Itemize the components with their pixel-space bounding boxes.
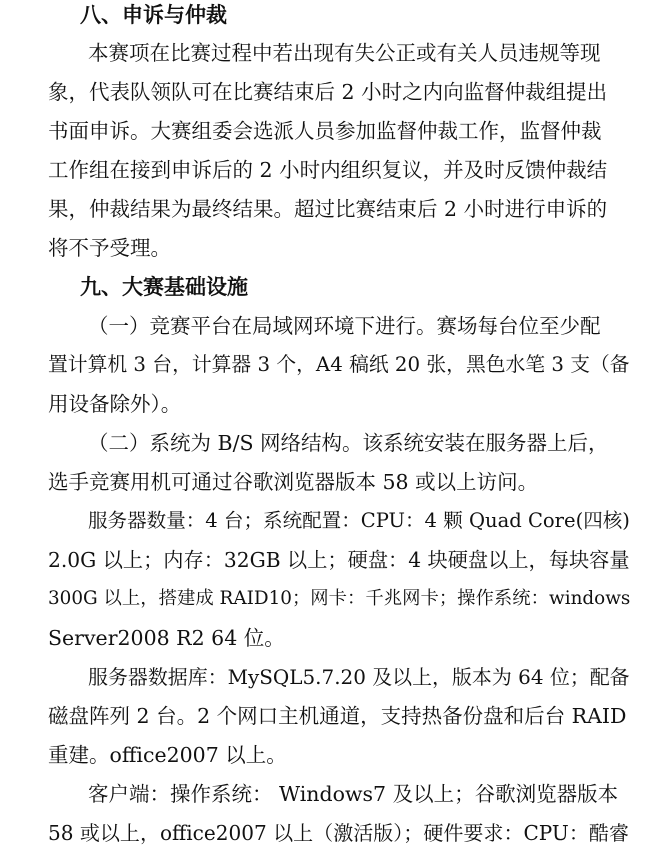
section-8-line-4: 工作组在接到申诉后的 2 小时内组织复议，并及时反馈仲裁结 xyxy=(48,158,608,182)
section-8-line-3: 书面申诉。大赛组委会选派人员参加监督仲裁工作，监督仲裁 xyxy=(48,119,602,143)
section-8-heading: 八、申诉与仲裁 xyxy=(80,3,227,27)
section-9-para2-line-2: 选手竞赛用机可通过谷歌浏览器版本 58 或以上访问。 xyxy=(48,470,539,494)
section-9-para1-line-1: （一）竞赛平台在局域网环境下进行。赛场每台位至少配 xyxy=(88,314,601,338)
section-9-para4-line-2: 磁盘阵列 2 台。2 个网口主机通道，支持热备份盘和后台 RAID xyxy=(48,704,627,728)
section-9-para3-line-2: 2.0G 以上；内存：32GB 以上；硬盘：4 块硬盘以上，每块容量 xyxy=(48,548,630,572)
section-9-para1-line-3: 用设备除外）。 xyxy=(48,392,182,416)
section-9-para2-line-1: （二）系统为 B/S 网络结构。该系统安装在服务器上后， xyxy=(88,431,609,455)
section-9-heading: 九、大赛基础设施 xyxy=(80,275,248,299)
section-9-para4-line-3: 重建。office2007 以上。 xyxy=(48,743,287,767)
section-9-para5-line-1: 客户端：操作系统： Windows7 及以上；谷歌浏览器版本 xyxy=(88,782,619,806)
section-9-para1-line-2: 置计算机 3 台，计算器 3 个，A4 稿纸 20 张，黑色水笔 3 支（备 xyxy=(48,353,630,376)
section-9-para3-line-4: Server2008 R2 64 位。 xyxy=(48,626,285,650)
section-8-line-5: 果，仲裁结果为最终结果。超过比赛结束后 2 小时进行申诉的 xyxy=(48,197,608,221)
section-8-line-1: 本赛项在比赛过程中若出现有失公正或有关人员违规等现 xyxy=(88,41,601,65)
section-9-para4-line-1: 服务器数据库：MySQL5.7.20 及以上，版本为 64 位；配备 xyxy=(88,665,630,689)
section-8-line-6: 将不予受理。 xyxy=(48,236,171,260)
section-9-para3-line-1: 服务器数量：4 台；系统配置：CPU：4 颗 Quad Core(四核) xyxy=(88,509,630,532)
section-9-para3-line-3: 300G 以上，搭建成 RAID10；网卡：千兆网卡；操作系统：windows xyxy=(48,588,631,609)
section-8-line-2: 象，代表队领队可在比赛结束后 2 小时之内向监督仲裁组提出 xyxy=(48,80,608,104)
section-9-para5-line-2: 58 或以上，office2007 以上（激活版）；硬件要求：CPU：酷睿 xyxy=(48,821,629,845)
